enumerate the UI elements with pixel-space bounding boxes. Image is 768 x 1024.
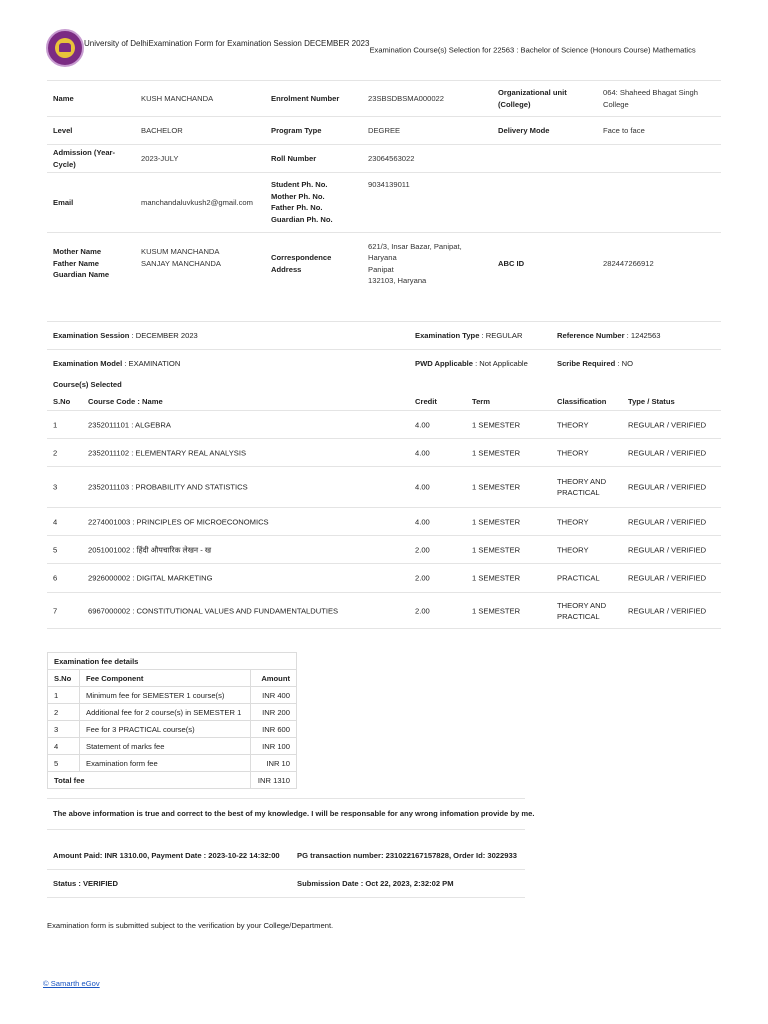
email-value: manchandaluvkush2@gmail.com <box>141 197 253 207</box>
course-credit: 2.00 <box>415 606 430 615</box>
course-sno: 5 <box>53 545 58 554</box>
course-code: 2352011103 : PROBABILITY AND STATISTICS <box>88 482 248 492</box>
pwd-applicable: PWD Applicable : Not Applicable <box>415 359 528 368</box>
org-value: 064: Shaheed Bhagat Singh College <box>603 88 699 109</box>
exam-model: Examination Model : EXAMINATION <box>53 359 181 368</box>
course-classification: THEORY <box>557 420 589 429</box>
fee-sno: 3 <box>48 721 80 738</box>
course-credit: 4.00 <box>415 420 430 429</box>
address-label: Correspondence Address <box>271 253 332 274</box>
course-status: REGULAR / VERIFIED <box>628 606 707 615</box>
form-title: Examination Form for Examination Session DECEMBER 2023 <box>148 39 370 48</box>
admission-label: Admission (Year-Cycle) <box>53 148 116 169</box>
fee-table <box>47 652 297 789</box>
admission-value: 2023-JULY <box>141 153 179 163</box>
fee-row <box>48 738 297 755</box>
fee-col-amount: Amount <box>251 670 297 687</box>
course-row <box>47 466 721 507</box>
course-code: 2352011101 : ALGEBRA <box>88 420 171 429</box>
scribe-required: Scribe Required : NO <box>557 359 633 368</box>
amount-paid: Amount Paid: INR 1310.00, Payment Date : 2023-10-22 14:32:00 <box>53 851 280 860</box>
verification-note: Examination form is submitted subject to the verification by your College/Department. <box>47 921 334 930</box>
course-selection-title: Examination Course(s) Selection for 22563 : Bachelor of Science (Honours Course) Mathematics <box>369 45 696 55</box>
status-text: Status : VERIFIED <box>53 879 118 888</box>
course-status: REGULAR / VERIFIED <box>628 448 707 457</box>
fee-title: Examination fee details <box>48 653 297 670</box>
fee-component: Additional fee for 2 course(s) in SEMESTER 1 <box>80 704 251 721</box>
phones-labels: Student Ph. No. Mother Ph. No. Father Ph. No. Guardian Ph. No. <box>271 180 333 224</box>
course-status: REGULAR / VERIFIED <box>628 573 707 583</box>
fee-amount: INR 200 <box>251 704 297 721</box>
col-code: Course Code : Name <box>88 397 163 406</box>
abc-label: ABC ID <box>498 258 525 268</box>
abc-value: 282447266912 <box>603 258 654 268</box>
pg-transaction: PG transaction number: 231022167157828, Order Id: 3022933 <box>297 851 517 860</box>
course-term: 1 SEMESTER <box>472 482 521 492</box>
fee-sno: 5 <box>48 755 80 772</box>
fee-amount: INR 100 <box>251 738 297 755</box>
fee-amount: INR 10 <box>251 755 297 772</box>
course-term: 1 SEMESTER <box>472 448 521 457</box>
course-classification: THEORY AND PRACTICAL <box>557 600 607 621</box>
delivery-value: Face to face <box>603 125 645 135</box>
course-row <box>47 535 721 563</box>
fee-col-sno: S.No <box>48 670 80 687</box>
parents-values <box>135 233 265 294</box>
course-row <box>47 410 721 438</box>
parents-labels: Mother Name Father Name Guardian Name <box>53 247 110 280</box>
fee-sno: 2 <box>48 704 80 721</box>
fee-component: Minimum fee for SEMESTER 1 course(s) <box>80 687 251 704</box>
student-phone-value: 9034139011 <box>368 180 410 189</box>
course-classification: THEORY <box>557 517 589 526</box>
declaration-text: The above information is true and correct to the best of my knowledge. I will be responsable for any wrong infomation provide by me. <box>53 809 535 818</box>
course-code: 2274001003 : PRINCIPLES OF MICROECONOMICS <box>88 517 269 526</box>
enrolment-label: Enrolment Number <box>271 93 340 103</box>
course-classification: PRACTICAL <box>557 573 600 583</box>
mother-name: KUSUM MANCHANDA <box>141 247 220 256</box>
course-classification: THEORY <box>557 545 589 554</box>
fee-row <box>48 755 297 772</box>
course-sno: 6 <box>53 573 58 583</box>
roll-value: 23064563022 <box>368 153 415 163</box>
fee-component: Statement of marks fee <box>80 738 251 755</box>
course-sno: 4 <box>53 517 58 526</box>
total-fee-value: INR 1310 <box>251 772 297 789</box>
name-label: Name <box>53 93 74 103</box>
email-label: Email <box>53 197 74 207</box>
student-info-table <box>47 80 721 294</box>
course-sno: 3 <box>53 482 58 492</box>
course-code: 6967000002 : CONSTITUTIONAL VALUES AND FUNDAMENTALDUTIES <box>88 606 339 615</box>
fee-sno: 1 <box>48 687 80 704</box>
address-value: 621/3, Insar Bazar, Panipat, Haryana Panipat 132103, Haryana <box>368 241 462 285</box>
course-credit: 4.00 <box>415 517 430 526</box>
col-sno: S.No <box>53 397 71 406</box>
fee-row <box>48 687 297 704</box>
course-status: REGULAR / VERIFIED <box>628 545 707 554</box>
course-credit: 2.00 <box>415 573 430 583</box>
course-row <box>47 438 721 466</box>
courses-title: Course(s) Selected <box>53 380 122 389</box>
fee-component: Examination form fee <box>80 755 251 772</box>
course-classification: THEORY <box>557 448 589 457</box>
course-credit: 4.00 <box>415 482 430 492</box>
course-classification: THEORY AND PRACTICAL <box>557 477 607 497</box>
submission-date: Submission Date : Oct 22, 2023, 2:32:02 PM <box>297 879 454 888</box>
enrolment-value: 23SBSDBSMA000022 <box>368 93 444 103</box>
fee-component: Fee for 3 PRACTICAL course(s) <box>80 721 251 738</box>
university-name: University of Delhi <box>84 39 149 48</box>
level-label: Level <box>53 125 73 135</box>
course-credit: 4.00 <box>415 448 430 457</box>
father-name: SANJAY MANCHANDA <box>141 258 221 268</box>
course-sno: 1 <box>53 420 58 429</box>
fee-row <box>48 721 297 738</box>
program-type-value: DEGREE <box>368 125 401 135</box>
program-type-label: Program Type <box>271 125 322 135</box>
fee-col-component: Fee Component <box>80 670 251 687</box>
course-sno: 2 <box>53 448 58 457</box>
course-status: REGULAR / VERIFIED <box>628 482 707 492</box>
course-row <box>47 563 721 592</box>
roll-label: Roll Number <box>271 153 317 163</box>
fee-sno: 4 <box>48 738 80 755</box>
exam-type: Examination Type : REGULAR <box>415 331 523 340</box>
course-row <box>47 592 721 628</box>
samarth-link[interactable]: © Samarth eGov <box>43 979 100 988</box>
exam-session: Examination Session : DECEMBER 2023 <box>53 331 198 340</box>
header-title <box>84 39 696 54</box>
course-sno: 7 <box>53 606 58 615</box>
col-status: Type / Status <box>628 397 675 406</box>
col-classification: Classification <box>557 397 607 406</box>
course-code: 2926000002 : DIGITAL MARKETING <box>88 573 213 583</box>
fee-row <box>48 704 297 721</box>
org-label: Organizational unit (College) <box>498 88 567 109</box>
university-logo <box>46 29 84 67</box>
course-status: REGULAR / VERIFIED <box>628 420 707 429</box>
reference-number: Reference Number : 1242563 <box>557 331 661 340</box>
page-header <box>46 29 746 67</box>
col-credit: Credit <box>415 397 437 406</box>
course-code: 2051001002 : हिंदी औपचारिक लेखन - ख <box>88 545 212 554</box>
course-row <box>47 507 721 535</box>
course-term: 1 SEMESTER <box>472 573 521 583</box>
col-term: Term <box>472 397 491 406</box>
name-value: KUSH MANCHANDA <box>141 93 214 103</box>
total-fee-label: Total fee <box>48 772 251 789</box>
course-status: REGULAR / VERIFIED <box>628 517 707 526</box>
course-term: 1 SEMESTER <box>472 420 521 429</box>
course-term: 1 SEMESTER <box>472 545 521 554</box>
delivery-label: Delivery Mode <box>498 125 550 135</box>
course-credit: 2.00 <box>415 545 430 554</box>
course-code: 2352011102 : ELEMENTARY REAL ANALYSIS <box>88 448 247 457</box>
fee-amount: INR 600 <box>251 721 297 738</box>
course-term: 1 SEMESTER <box>472 517 521 526</box>
course-term: 1 SEMESTER <box>472 606 521 615</box>
level-value: BACHELOR <box>141 125 183 135</box>
fee-amount: INR 400 <box>251 687 297 704</box>
